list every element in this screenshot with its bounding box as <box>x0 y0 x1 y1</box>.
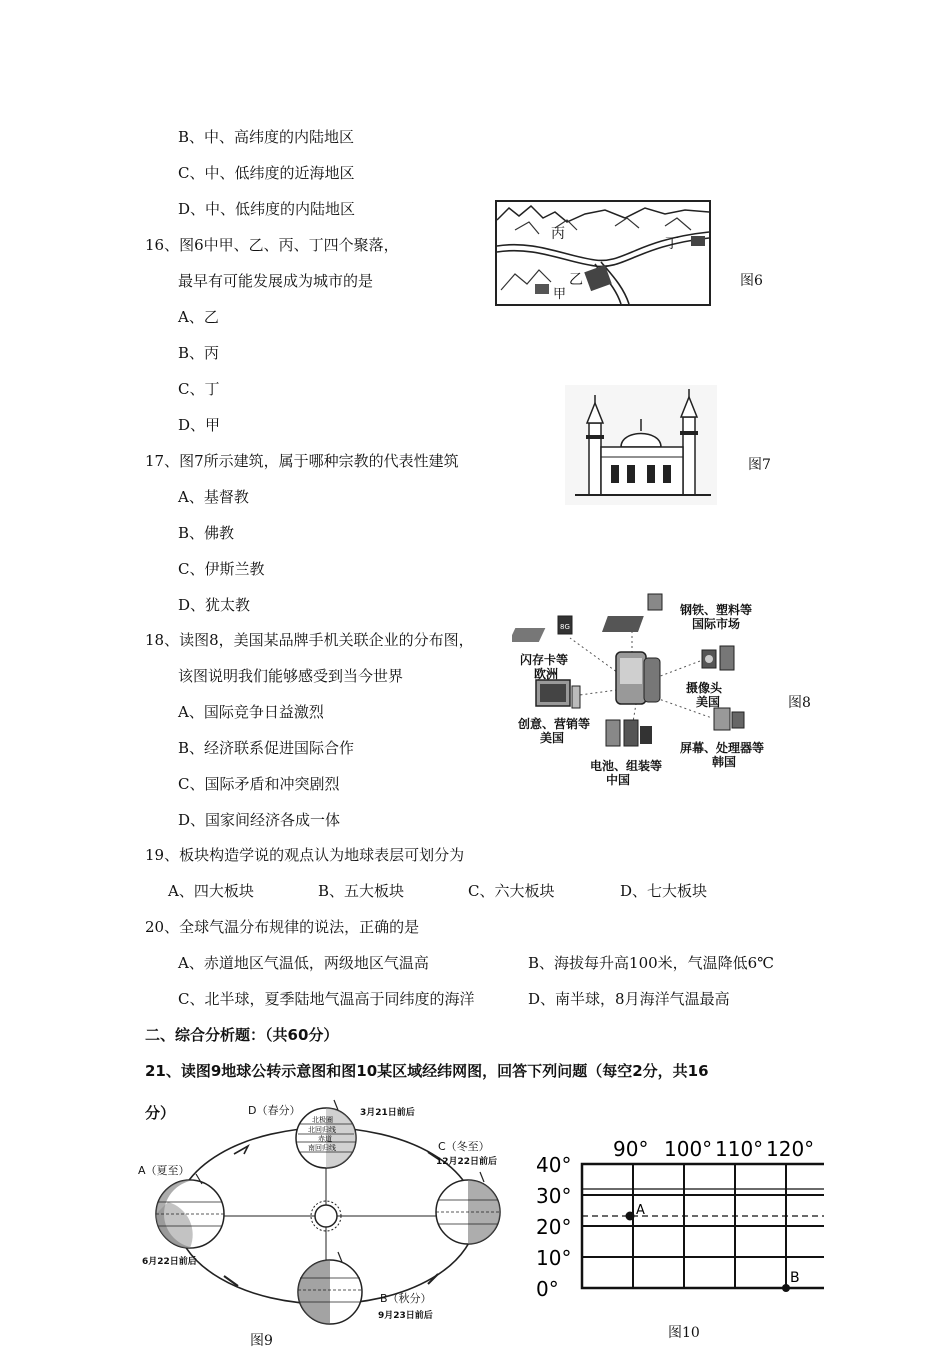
label-c-winter-solstice: C（冬至） <box>438 1140 490 1153</box>
q16-option-b: B、丙 <box>178 344 220 362</box>
q20-stem: 20、全球气温分布规律的说法，正确的是 <box>145 918 420 936</box>
q16-stem-line2: 最早有可能发展成为城市的是 <box>178 272 374 290</box>
globe-label-tropic-capricorn: 南回归线 <box>308 1144 336 1152</box>
point-a-marker <box>626 1212 635 1221</box>
point-b-marker <box>782 1284 790 1292</box>
q21-stem-line2: 分） <box>145 1104 176 1122</box>
label-steel-plastic: 钢铁、塑料等 <box>680 603 753 617</box>
sun-icon <box>311 1201 341 1231</box>
point-b-label: B <box>790 1270 800 1286</box>
globe-label-equator: 赤道 <box>318 1135 332 1143</box>
figure-8-caption: 图8 <box>788 695 811 711</box>
globe-a-summer-solstice <box>156 1180 224 1248</box>
figure-6-settlement-map <box>495 200 711 306</box>
settlement-bing-label: 丙 <box>551 226 565 242</box>
globe-d-spring-equinox <box>296 1108 356 1168</box>
latitude-label-0: 40° <box>536 1153 572 1177</box>
section-2-heading: 二、综合分析题：（共60分） <box>145 1026 339 1044</box>
q21-stem-line1: 21、读图9地球公转示意图和图10某区域经纬网图，回答下列问题（每空2分，共16 <box>145 1062 709 1080</box>
q16-option-d: D、甲 <box>178 416 221 434</box>
q18-stem-line1: 18、读图8，美国某品牌手机关联企业的分布图， <box>145 631 474 649</box>
q18-option-d: D、国家间经济各成一体 <box>178 811 341 829</box>
globe-b-autumn-equinox <box>298 1260 362 1324</box>
q20-option-c: C、北半球，夏季陆地气温高于同纬度的海洋 <box>178 990 475 1008</box>
q18-stem-line2: 该图说明我们能够感受到当今世界 <box>178 667 404 685</box>
label-europe: 欧洲 <box>534 667 559 681</box>
label-battery-assembly: 电池、组装等 <box>590 759 663 773</box>
label-camera-usa: 美国 <box>696 695 721 709</box>
longitude-label-2: 110° <box>715 1137 764 1161</box>
label-idea-marketing: 创意、营销等 <box>518 717 591 731</box>
q20-option-b: B、海拔每升高100米，气温降低6℃ <box>528 954 774 972</box>
label-a-summer-solstice: A（夏至） <box>138 1164 190 1177</box>
label-d-date: 3月21日前后 <box>360 1108 415 1118</box>
label-intl-market: 国际市场 <box>692 617 741 631</box>
q18-option-b: B、经济联系促进国际合作 <box>178 739 355 757</box>
latitude-label-2: 20° <box>536 1215 572 1239</box>
longitude-label-3: 120° <box>766 1137 815 1161</box>
figure-8-phone-supply-chain <box>512 588 784 788</box>
longitude-label-1: 100° <box>664 1137 713 1161</box>
globe-label-arctic-circle: 北极圈 <box>312 1116 333 1124</box>
latitude-label-1: 30° <box>536 1184 572 1208</box>
q15-option-c: C、中、低纬度的近海地区 <box>178 164 355 182</box>
label-china: 中国 <box>606 773 631 787</box>
q16-option-a: A、乙 <box>178 308 219 326</box>
label-b-date: 9月23日前后 <box>378 1311 433 1321</box>
point-a-label: A <box>636 1203 645 1218</box>
q19-option-d: D、七大板块 <box>620 882 708 900</box>
q19-option-a: A、四大板块 <box>168 882 254 900</box>
label-d-spring-equinox: D（春分） <box>248 1104 301 1117</box>
q17-stem: 17、图7所示建筑，属于哪种宗教的代表性建筑 <box>145 452 459 470</box>
label-c-date: 12月22日前后 <box>436 1157 498 1167</box>
figure-9-earth-revolution <box>138 1098 510 1330</box>
figure-6-caption: 图6 <box>740 273 763 289</box>
label-korea: 韩国 <box>712 755 737 769</box>
figure-10-lat-lon-grid <box>534 1128 824 1324</box>
figure-7-caption: 图7 <box>748 457 771 473</box>
q16-option-c: C、丁 <box>178 380 220 398</box>
globe-label-tropic-cancer: 北回归线 <box>308 1126 336 1134</box>
q19-stem: 19、板块构造学说的观点认为地球表层可划分为 <box>145 846 465 864</box>
figure-7-mosque-drawing <box>565 385 717 505</box>
label-b-autumn-equinox: B（秋分） <box>380 1292 432 1305</box>
settlement-ding-label: 丁 <box>665 236 679 252</box>
q16-stem-line1: 16、图6中甲、乙、丙、丁四个聚落， <box>145 236 399 254</box>
q17-option-d: D、犹太教 <box>178 596 251 614</box>
q19-option-c: C、六大板块 <box>468 882 555 900</box>
q15-option-b: B、中、高纬度的内陆地区 <box>178 128 355 146</box>
q19-option-b: B、五大板块 <box>318 882 405 900</box>
longitude-label-0: 90° <box>613 1137 649 1161</box>
globe-c-winter-solstice <box>436 1180 500 1244</box>
q18-option-c: C、国际矛盾和冲突剧烈 <box>178 775 340 793</box>
q17-option-b: B、佛教 <box>178 524 235 542</box>
flash-card-capacity: 8G <box>560 623 570 631</box>
latitude-label-4: 0° <box>536 1277 559 1301</box>
q20-option-a: A、赤道地区气温低，两级地区气温高 <box>178 954 429 972</box>
q17-option-c: C、伊斯兰教 <box>178 560 265 578</box>
label-screen-processor: 屏幕、处理器等 <box>680 741 765 755</box>
q20-option-d: D、南半球，8月海洋气温最高 <box>528 990 730 1008</box>
figure-9-caption: 图9 <box>250 1333 273 1349</box>
label-a-date: 6月22日前后 <box>142 1257 197 1267</box>
latitude-label-3: 10° <box>536 1246 572 1270</box>
figure-10-caption: 图10 <box>668 1325 700 1341</box>
settlement-yi-label: 乙 <box>569 272 583 288</box>
settlement-jia-label: 甲 <box>553 287 567 302</box>
label-flash-card: 闪存卡等 <box>520 653 569 667</box>
q15-option-d: D、中、低纬度的内陆地区 <box>178 200 356 218</box>
label-camera: 摄像头 <box>686 681 723 695</box>
label-idea-usa: 美国 <box>540 731 565 745</box>
q18-option-a: A、国际竞争日益激烈 <box>178 703 324 721</box>
q17-option-a: A、基督教 <box>178 488 249 506</box>
